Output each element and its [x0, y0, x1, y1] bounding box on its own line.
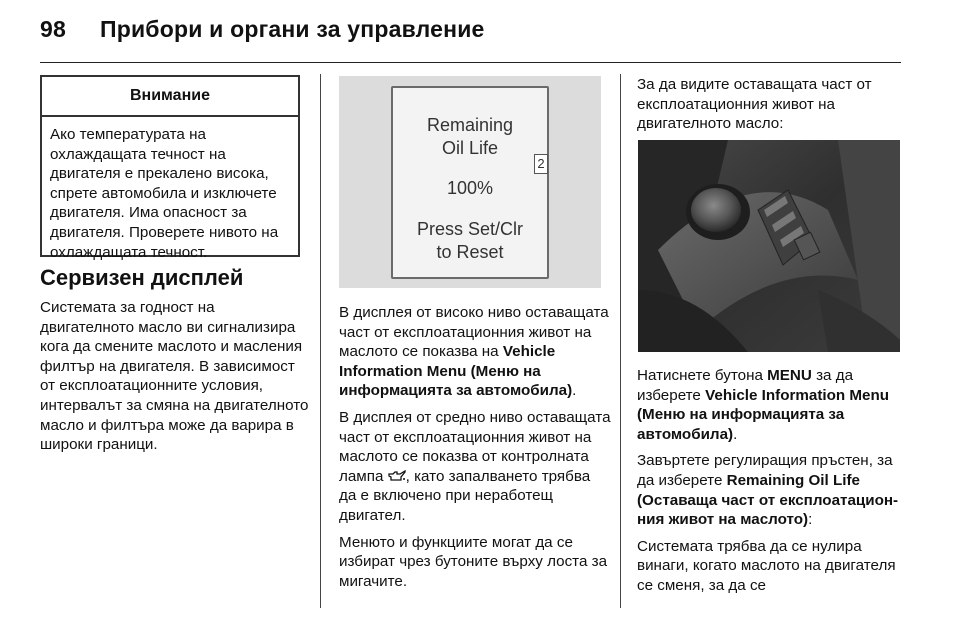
- remaining-oil-life-label: Remaining Oil Life (Оставаща част от експлоатацион-ния живот на маслото): [637, 471, 899, 529]
- right-paragraph-3: Системата трябва да се нулира винаги, когато маслото на двигателя се сменя, за да се: [637, 537, 896, 594]
- page-header: [40, 16, 485, 43]
- warning-text: Ако температурата на охлаждащата течност на двигателя е прекалено висока, спрете автомобила и изключете двигателя. Има опасност за двигателя. Проверете нивото на охлаждащата течност.: [50, 126, 279, 261]
- section-heading: Сервизен дисплей: [40, 265, 244, 290]
- right-column-intro: [637, 75, 902, 141]
- menu-reference: Vehicle Information Menu (Меню на информацията за автомобила): [339, 343, 573, 400]
- middle-paragraph-2: В дисплея от средно ниво оставащата част от експлоатационния живот на маслото се показва от контролната лампа , като запалването трябва да е включено при неработещ двигател.: [339, 408, 611, 524]
- left-column: [40, 298, 310, 462]
- display-figure: [339, 76, 601, 288]
- column-divider-left: [320, 74, 321, 608]
- right-column: [637, 366, 903, 603]
- right-paragraph-2: Завъртете регулиращия пръстен, за да изберете Remaining Oil Life (Оставаща част от експлоатацион-ния живот на маслото):: [637, 452, 899, 529]
- turn-signal-lever-photo: [638, 140, 900, 352]
- page-title: Прибори и органи за управление: [99, 16, 485, 42]
- middle-column: [339, 303, 611, 598]
- vehicle-info-menu-label: Vehicle Information Menu (Меню на информацията за автомобила): [637, 386, 890, 443]
- header-rule: [40, 62, 901, 63]
- instrument-display: [391, 86, 549, 279]
- warning-box: [40, 75, 300, 261]
- display-value: 100%: [446, 178, 494, 198]
- middle-paragraph-3: Менюто и функциите могат да се избират чрез бутоните върху лоста за мигачите.: [339, 533, 608, 590]
- service-display-text: Системата за годност на двигателното масло ви сигнализира кога да смените маслото и масления филтър на двигателя. В зависимост от експлоатационните условия, интервалът за смяна на двигателното масло и филтъра може да варира в широки граници.: [40, 299, 309, 454]
- menu-button-label: MENU: [767, 367, 812, 384]
- middle-paragraph-1: В дисплея от високо ниво оставащата част от експлоатационния живот на маслото се показва на Vehicle Information Menu (Меню на информацията за автомобила).: [339, 304, 609, 400]
- warning-title: Внимание: [42, 77, 298, 117]
- display-line-press: Press Set/Clr: [416, 219, 524, 239]
- display-line-remaining: Remaining: [426, 115, 514, 135]
- display-line-reset: to Reset: [436, 242, 504, 262]
- page-indicator: 2: [534, 154, 548, 174]
- oil-can-icon: [388, 468, 406, 480]
- right-paragraph-1: Натиснете бутона MENU за да изберете Vehicle Information Menu (Меню на информацията за автомобила).: [637, 367, 890, 443]
- column-divider-right: [620, 74, 621, 608]
- right-intro: За да видите оставащата част от експлоатационния живот на двигателното масло:: [637, 76, 872, 133]
- page-number: 98: [40, 16, 66, 42]
- display-line-oil-life: Oil Life: [441, 138, 499, 158]
